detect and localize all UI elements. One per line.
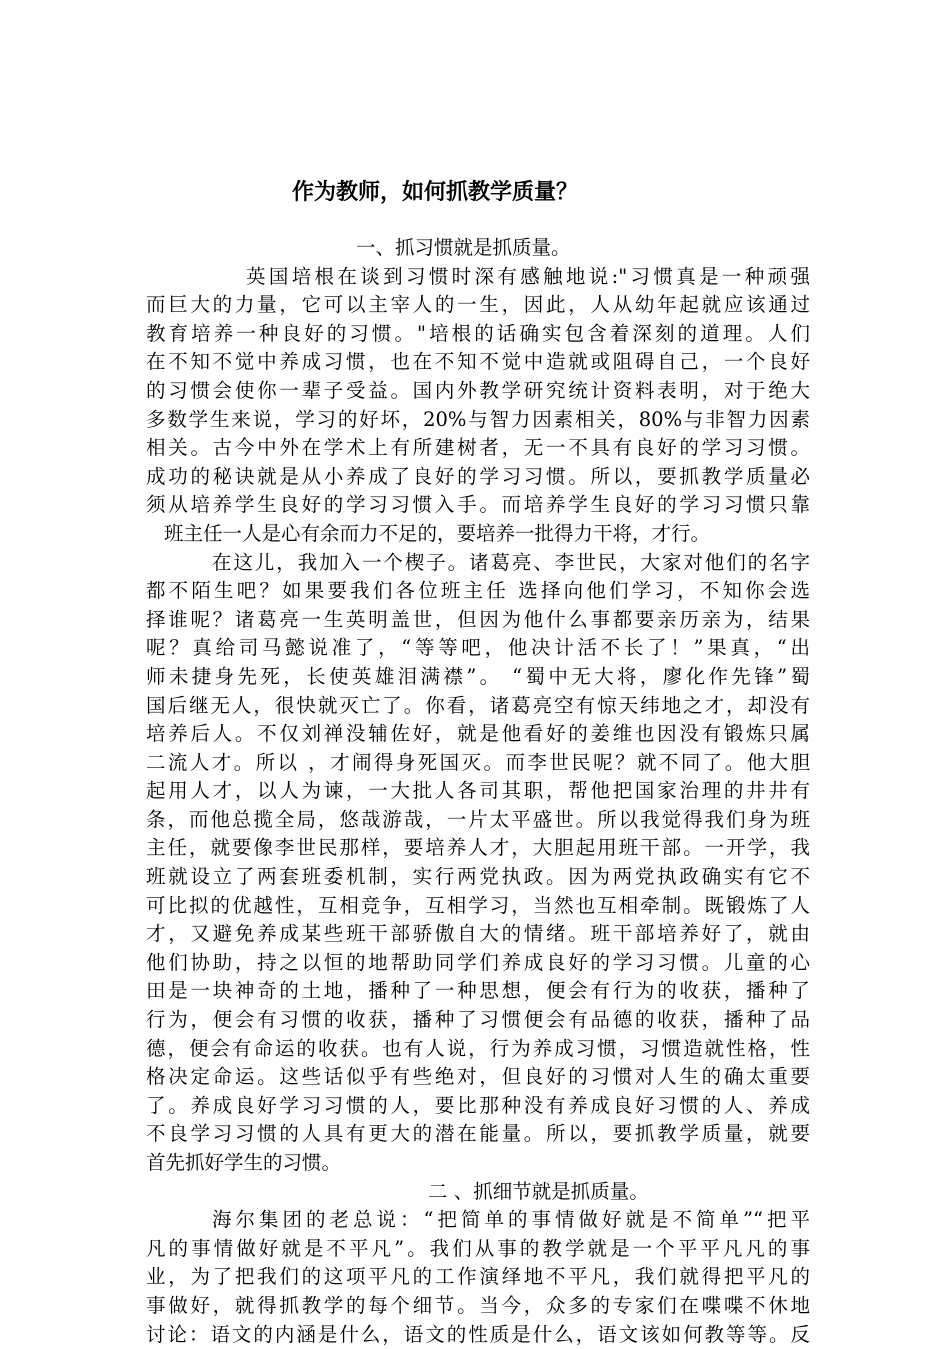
text-line: 在不知不觉中养成习惯，也在不知不觉中造就或阻碍自己，一个良好 (146, 350, 810, 374)
text-line: 二流人才。所以 ，才闹得身死国灭。而李世民呢？就不同了。他大胆 (146, 750, 810, 774)
text-line: 了。养成良好学习习惯的人，要比那种没有养成良好习惯的人、养成 (146, 1093, 810, 1117)
text-line: 师未捷身先死，长使英雄泪满襟”。 “蜀中无大将，廖化作先锋”蜀 (146, 664, 810, 688)
text-line: 首先抓好学生的习惯。 (146, 1151, 342, 1174)
text-line: 不良学习习惯的人具有更大的潜在能量。所以，要抓教学质量，就要 (146, 1122, 810, 1146)
text-line: 呢？真给司马懿说准了，“等等吧，他决计活不长了！”果真，“出 (146, 636, 810, 660)
text-line: 成功的秘诀就是从小养成了良好的学习习惯。所以，要抓教学质量必 (146, 464, 810, 488)
text-line: 才，又避免养成某些班干部骄傲自大的情绪。班干部培养好了，就由 (146, 922, 810, 946)
text-line: 业，为了把我们的这项平凡的工作演绎地不平凡，我们就得把平凡的 (146, 1265, 810, 1289)
text-line: 相关。古今中外在学术上有所建树者，无一不具有良好的学习习惯。 (146, 436, 810, 460)
text-line: 讨论：语文的内涵是什么，语文的性质是什么，语文该如何教等等。反 (146, 1322, 810, 1346)
text-line: 田是一块神奇的土地，播种了一种思想，便会有行为的收获，播种了 (146, 979, 810, 1003)
text-line: 二 、抓细节就是抓质量。 (428, 1179, 649, 1203)
text-line: 都不陌生吧？如果要我们各位班主任 选择向他们学习，不知你会选 (146, 579, 810, 603)
text-line: 国后继无人，很快就灭亡了。你看，诸葛亮空有惊天纬地之才，却没有 (146, 693, 810, 717)
text-line: 而巨大的力量，它可以主宰人的一生，因此，人从幼年起就应该通过 (146, 293, 810, 317)
text-line: 德，便会有命运的收获。也有人说，行为养成习惯，习惯造就性格，性 (146, 1036, 810, 1060)
text-line: 事做好，就得抓教学的每个细节。当今，众多的专家们在喋喋不休地 (146, 1293, 810, 1317)
text-line: 起用人才，以人为谏，一大批人各司其职，帮他把国家治理的井井有 (146, 779, 810, 803)
document-title: 作为教师，如何抓教学质量？ (291, 180, 578, 205)
text-line: 主任，就要像李世民那样，要培养人才，大胆起用班干部。一开学，我 (146, 836, 810, 860)
text-line: 行为，便会有习惯的收获，播种了习惯便会有品德的收获，播种了品 (146, 1008, 810, 1032)
text-line: 须从培养学生良好的学习习惯入手。而培养学生良好的学习习惯只靠 (146, 493, 810, 517)
text-line: 班主任一人是心有余而力不足的，要培养一批得力干将，才行。 (164, 521, 711, 545)
text-line: 在这儿，我加入一个楔子。诸葛亮、李世民，大家对他们的名字 (212, 550, 810, 574)
text-line: 班就设立了两套班委机制，实行两党执政。因为两党执政确实有它不 (146, 865, 810, 889)
text-line: 凡的事情做好就是不平凡”。我们从事的教学就是一个平平凡凡的事 (146, 1236, 810, 1260)
text-line: 条，而他总揽全局，悠哉游哉，一片太平盛世。所以我觉得我们身为班 (146, 807, 810, 831)
text-line: 英国培根在谈到习惯时深有感触地说:"习惯真是一种顽强 (246, 264, 810, 288)
text-line: 择谁呢？诸葛亮一生英明盖世，但因为他什么事都要亲历亲为，结果 (146, 607, 810, 631)
document-body (146, 234, 810, 1349)
text-line: 多数学生来说，学习的好坏，20%与智力因素相关，80%与非智力因素 (146, 407, 810, 431)
text-line: 海尔集团的老总说：“把简单的事情做好就是不简单”“把平 (212, 1208, 810, 1232)
text-line: 可比拟的优越性，互相竞争，互相学习，当然也互相牵制。既锻炼了人 (146, 893, 810, 917)
text-line: 一、抓习惯就是抓质量。 (356, 236, 571, 259)
text-line: 的习惯会使你一辈子受益。国内外教学研究统计资料表明，对于绝大 (146, 378, 810, 402)
text-line: 他们协助，持之以恒的地帮助同学们养成良好的学习习惯。儿童的心 (146, 950, 810, 974)
text-line: 格决定命运。这些话似乎有些绝对，但良好的习惯对人生的确太重要 (146, 1065, 810, 1089)
text-line: 教育培养一种良好的习惯。"培根的话确实包含着深刻的道理。人们 (146, 321, 810, 345)
text-line: 培养后人。不仅刘禅没辅佐好，就是他看好的姜维也因没有锻炼只属 (146, 722, 810, 746)
